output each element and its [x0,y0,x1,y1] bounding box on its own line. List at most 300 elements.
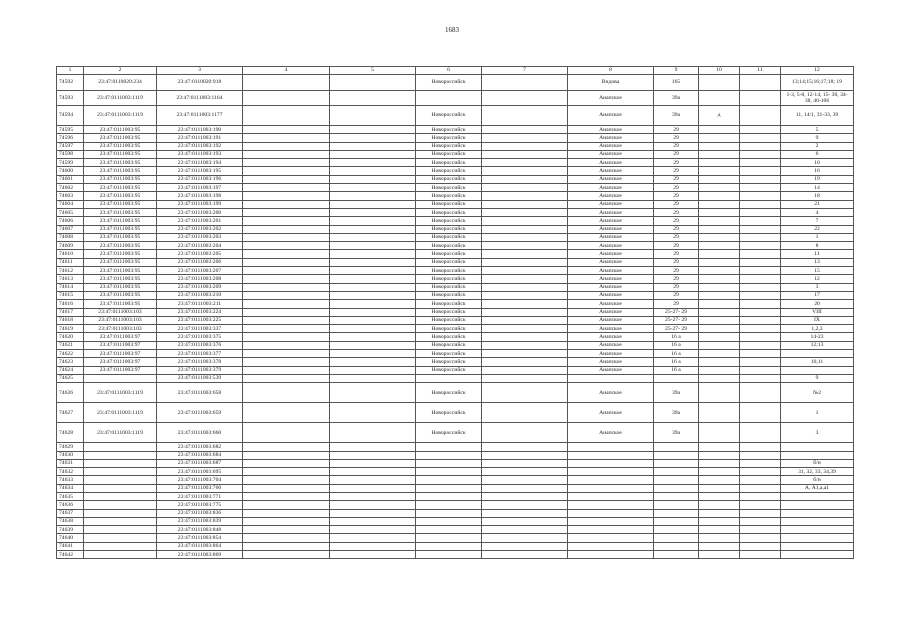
table-cell: Новороссийск [416,383,482,403]
table-cell [243,126,330,134]
table-cell [330,517,416,525]
table-cell [654,459,699,467]
table-cell [781,451,854,459]
table-cell: 16 а [654,358,699,366]
table-cell [482,225,568,233]
table-cell [482,366,568,374]
table-cell [568,484,654,492]
table-cell: 23:47:0111003:95 [84,159,157,167]
table-cell [781,526,854,534]
table-cell [740,459,781,467]
table-cell [740,250,781,258]
table-cell: 74597 [57,142,84,150]
table-cell [654,526,699,534]
table-cell: 23:47:0111003:192 [157,142,243,150]
table-cell: 29 [654,291,699,299]
table-cell: IX [781,316,854,324]
table-cell: 74633 [57,476,84,484]
table-cell [699,300,740,308]
table-row [57,341,854,349]
table-cell: 23:47:0111003:194 [157,159,243,167]
table-cell [568,459,654,467]
table-cell: 16 [781,167,854,175]
table-cell [740,551,781,559]
table-cell [699,242,740,250]
table-cell [243,451,330,459]
table-cell [699,374,740,382]
table-cell: Новороссийск [416,208,482,216]
table-cell: 74642 [57,551,84,559]
table-cell [740,542,781,550]
table-cell [84,451,157,459]
table-cell: 23:47:0111003:95 [84,250,157,258]
table-cell [699,225,740,233]
table-cell [243,242,330,250]
table-cell: 19 [781,175,854,183]
table-cell [330,300,416,308]
table-row [57,267,854,275]
table-cell: Анапское [568,267,654,275]
table-row [57,308,854,316]
table-cell: 74634 [57,484,84,492]
table-row [57,484,854,492]
table-cell: 16 а [654,341,699,349]
table-cell: Анапское [568,90,654,106]
table-cell: Анапское [568,275,654,283]
table-cell: 14-23 [781,333,854,341]
table-cell [330,275,416,283]
table-cell: 23:47:0111003:201 [157,217,243,225]
table-cell: Новороссийск [416,358,482,366]
table-cell [781,517,854,525]
table-cell [416,492,482,500]
table-cell [568,468,654,476]
table-cell: Новороссийск [416,250,482,258]
table-cell [482,526,568,534]
table-cell: 74606 [57,217,84,225]
table-row [57,468,854,476]
table-cell: 23:47:0110020:918 [157,75,243,91]
table-cell [243,374,330,382]
table-cell: Анапское [568,403,654,423]
table-cell: Новороссийск [416,225,482,233]
table-cell: Анапское [568,106,654,126]
table-cell [740,509,781,517]
table-cell [482,159,568,167]
table-cell [243,200,330,208]
table-row [57,233,854,241]
table-cell [781,492,854,500]
table-cell: 29 [654,142,699,150]
table-cell: Анапское [568,358,654,366]
table-cell [330,501,416,509]
table-cell: 23:47:0111003:95 [84,167,157,175]
table-cell [482,200,568,208]
table-cell: 74619 [57,325,84,333]
table-cell [699,468,740,476]
table-cell [243,366,330,374]
table-cell: 23:47:0111003:660 [157,423,243,443]
table-cell [482,106,568,126]
table-cell: 74595 [57,126,84,134]
table-cell: 23:47:0111003:95 [84,175,157,183]
table-cell [740,492,781,500]
table-cell [740,217,781,225]
table-row [57,106,854,126]
table-cell [482,509,568,517]
table-cell: 23:47:0111003:95 [84,242,157,250]
table-cell: Новороссийск [416,200,482,208]
table-cell [243,142,330,150]
table-cell [740,358,781,366]
table-cell: 74640 [57,534,84,542]
table-cell [654,468,699,476]
table-cell: 23:47:0111003:375 [157,333,243,341]
column-header: 12 [781,67,854,75]
table-cell [699,333,740,341]
table-cell: 39а [654,90,699,106]
table-cell: 74630 [57,451,84,459]
table-cell: 23:47:0111003:199 [157,200,243,208]
table-cell [482,403,568,423]
table-cell: Новороссийск [416,403,482,423]
table-cell: Анапское [568,167,654,175]
table-cell: 16 а [654,350,699,358]
table-cell: 23:47:0111003:95 [84,217,157,225]
table-cell [654,501,699,509]
table-cell [699,517,740,525]
table-cell [416,443,482,451]
table-cell: 1,2,3 [781,325,854,333]
table-cell [482,383,568,403]
table-cell: Новороссийск [416,316,482,324]
table-cell [482,484,568,492]
table-cell [482,325,568,333]
table-cell [482,217,568,225]
table-cell: 4 [781,208,854,216]
table-cell [330,476,416,484]
table-cell [699,250,740,258]
table-cell [740,316,781,324]
table-cell: 14 [781,184,854,192]
table-cell [781,350,854,358]
table-cell: 74625 [57,374,84,382]
table-cell: 74638 [57,517,84,525]
table-cell [740,350,781,358]
table-cell [243,358,330,366]
table-cell: №2 [781,383,854,403]
table-cell [740,451,781,459]
table-cell: 23:47:0111003:97 [84,333,157,341]
table-cell [84,551,157,559]
table-row [57,175,854,183]
table-cell: 74611 [57,258,84,266]
table-cell [482,534,568,542]
table-cell: Анапское [568,159,654,167]
table-cell [740,476,781,484]
table-cell: 23:47:0111003:684 [157,451,243,459]
table-cell: 23:47:0111003:225 [157,316,243,324]
table-cell [330,341,416,349]
table-cell [740,134,781,142]
table-cell [416,484,482,492]
table-cell: 74599 [57,159,84,167]
table-cell [243,175,330,183]
table-cell: 74617 [57,308,84,316]
table-cell [243,501,330,509]
table-cell: Анапское [568,250,654,258]
table-cell [568,476,654,484]
page-number: 1683 [445,26,459,34]
table-cell [482,90,568,106]
table-cell [699,90,740,106]
table-cell: 74596 [57,134,84,142]
table-cell [699,142,740,150]
table-cell [330,542,416,550]
table-cell [568,509,654,517]
table-cell [243,291,330,299]
table-cell: 74614 [57,283,84,291]
table-cell [243,283,330,291]
table-cell [243,192,330,200]
table-cell: 23:47:0111003:379 [157,366,243,374]
table-cell [243,551,330,559]
table-cell [740,192,781,200]
table-cell: 23:47:0111003:658 [157,383,243,403]
table-cell [740,258,781,266]
column-header: 9 [654,67,699,75]
table-cell: Новороссийск [416,366,482,374]
table-cell [330,134,416,142]
table-cell [654,451,699,459]
table-cell [699,551,740,559]
table-cell [84,517,157,525]
table-cell [416,459,482,467]
table-cell [243,350,330,358]
table-cell [330,126,416,134]
table-cell: 17 [781,291,854,299]
table-row [57,192,854,200]
table-cell: 23:47:0111003:97 [84,358,157,366]
table-cell: Анапское [568,333,654,341]
table-row [57,184,854,192]
table-cell [243,459,330,467]
table-cell [243,225,330,233]
table-cell: 29 [654,184,699,192]
table-cell [699,283,740,291]
table-cell: 23:47:0111003:1119 [84,383,157,403]
table-cell [84,443,157,451]
table-cell [482,316,568,324]
table-cell [654,534,699,542]
table-cell [568,451,654,459]
table-cell [416,501,482,509]
table-cell [740,468,781,476]
table-row [57,258,854,266]
table-cell [568,542,654,550]
table-cell: Анапское [568,283,654,291]
table-cell [330,423,416,443]
table-cell [243,267,330,275]
table-cell [482,142,568,150]
table-cell [243,325,330,333]
table-cell [243,300,330,308]
table-cell [330,316,416,324]
table-cell [781,443,854,451]
table-row [57,526,854,534]
table-cell: Анапское [568,350,654,358]
table-cell: Анапское [568,208,654,216]
table-cell [699,325,740,333]
table-cell: 29 [654,200,699,208]
table-cell [740,283,781,291]
table-cell: 23:47:0111003:95 [84,275,157,283]
table-cell: Новороссийск [416,325,482,333]
table-cell [330,258,416,266]
table-cell [482,167,568,175]
column-header: 1 [57,67,84,75]
table-row [57,358,854,366]
table-cell: Анапское [568,134,654,142]
table-cell [568,551,654,559]
table-cell: 23:47:0111003:197 [157,184,243,192]
table-cell: 74608 [57,233,84,241]
table-cell [781,534,854,542]
table-cell: 74600 [57,167,84,175]
table-cell [330,142,416,150]
table-row [57,217,854,225]
table-cell [482,275,568,283]
table-cell: Новороссийск [416,75,482,91]
table-cell [740,126,781,134]
table-cell: Новороссийск [416,333,482,341]
table-cell: 23:47:0111003:200 [157,208,243,216]
table-cell [654,509,699,517]
table-cell [330,325,416,333]
table-cell [699,526,740,534]
table-cell: 23:47:0111003:193 [157,150,243,158]
table-cell [482,184,568,192]
table-cell [330,383,416,403]
table-row [57,374,854,382]
table-cell [740,142,781,150]
table-cell: 1 [781,233,854,241]
table-cell: Новороссийск [416,258,482,266]
table-cell [330,242,416,250]
register-table [56,66,854,559]
table-cell: 11 [781,250,854,258]
table-cell: 74621 [57,341,84,349]
table-cell: 2 [781,142,854,150]
table-cell: 74616 [57,300,84,308]
table-cell [482,283,568,291]
table-cell [482,192,568,200]
table-cell: 9 [781,374,854,382]
table-cell: 12 [781,275,854,283]
table-cell: 23:47:0111003:760 [157,484,243,492]
table-cell: 22 [781,225,854,233]
table-cell: Анапское [568,316,654,324]
table-row [57,534,854,542]
table-cell [243,341,330,349]
table-cell [699,542,740,550]
table-cell: Новороссийск [416,242,482,250]
table-cell: 23:47:0111003:704 [157,476,243,484]
table-cell: Новороссийск [416,184,482,192]
table-cell [330,366,416,374]
table-cell [740,308,781,316]
table-cell [699,134,740,142]
table-cell: Анапское [568,126,654,134]
table-cell [84,534,157,542]
column-header: 3 [157,67,243,75]
table-cell: Анапское [568,142,654,150]
table-cell [740,300,781,308]
table-cell [330,459,416,467]
table-cell: 23:47:0111003:95 [84,184,157,192]
table-cell [330,308,416,316]
table-cell: 23:47:0111003:209 [157,283,243,291]
table-cell: 1-3, 5-8, 12-14, 15- 30, 34-38, 40-106 [781,90,854,106]
table-cell: 23:47:0111003:376 [157,341,243,349]
table-cell: Новороссийск [416,300,482,308]
table-row [57,300,854,308]
table-cell: Новороссийск [416,283,482,291]
table-cell: 74609 [57,242,84,250]
table-cell: 23:47:0111003:95 [84,267,157,275]
table-cell: 23:47:0111003:695 [157,468,243,476]
table-cell: б/н [781,459,854,467]
table-cell: 29 [654,150,699,158]
table-cell [84,526,157,534]
table-cell [330,200,416,208]
table-cell [699,509,740,517]
table-cell [740,275,781,283]
table-row [57,134,854,142]
column-header: 8 [568,67,654,75]
table-cell [243,90,330,106]
table-cell: Анапское [568,383,654,403]
table-cell: Анапское [568,300,654,308]
table-cell: 23:47:0111003:202 [157,225,243,233]
table-cell [243,484,330,492]
table-cell [330,350,416,358]
table-cell: 23:47:0111003:203 [157,233,243,241]
table-cell [740,403,781,423]
table-row [57,459,854,467]
table-cell: 23:47:0111003:207 [157,267,243,275]
table-cell: 23:47:0111003:337 [157,325,243,333]
table-cell: 23:47:0111003:208 [157,275,243,283]
table-cell: 3 [781,423,854,443]
table-cell: 74601 [57,175,84,183]
table-cell: 23:47:0111003:95 [84,134,157,142]
table-cell: 23:47:0111003:95 [84,225,157,233]
table-cell [699,423,740,443]
table-cell [84,501,157,509]
table-cell [740,106,781,126]
table-row [57,451,854,459]
table-cell: 74615 [57,291,84,299]
table-cell: 8 [781,242,854,250]
table-cell: Новороссийск [416,267,482,275]
table-cell: 29 [654,225,699,233]
table-cell [740,501,781,509]
table-cell [482,542,568,550]
table-cell: Анапское [568,184,654,192]
table-cell: 74623 [57,358,84,366]
table-cell [482,501,568,509]
